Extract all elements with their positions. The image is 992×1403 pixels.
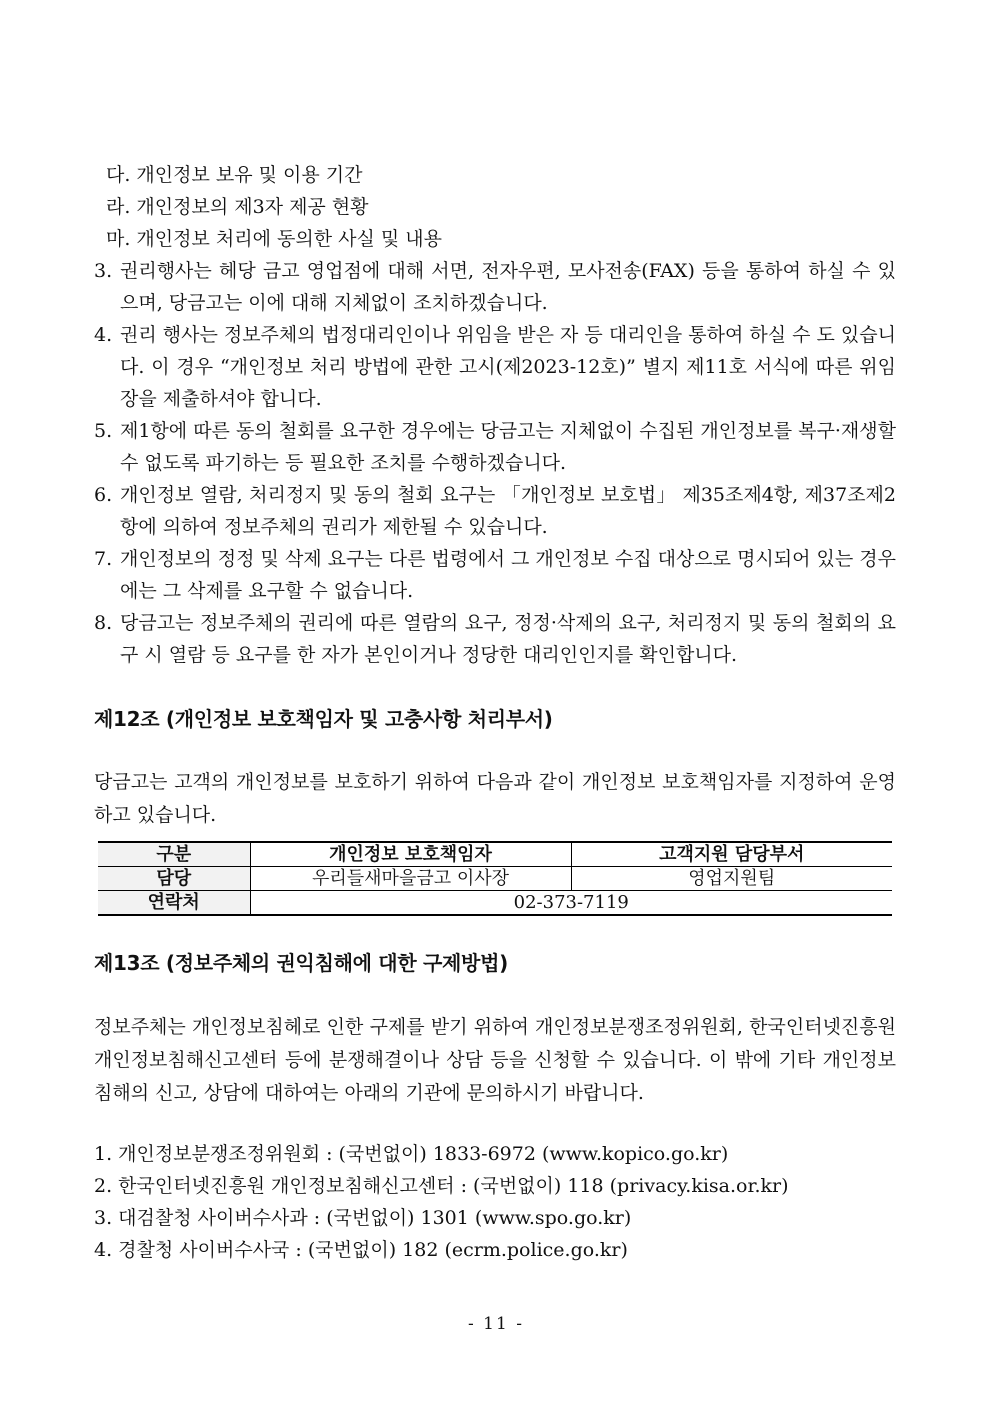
item-text: 개인정보의 정정 및 삭제 요구는 다른 법령에서 그 개인정보 수집 대상으로 명시되어 있는 경우에는 그 삭제를 요구할 수 없습니다.	[120, 548, 896, 602]
table-header-row	[98, 842, 892, 867]
phone-cell: 02-373-7119	[250, 891, 892, 916]
contact-item: 1. 개인정보분쟁조정위원회 : (국번없이) 1833-6972 (www.kopico.go.kr)	[94, 1143, 729, 1165]
item-text: 제1항에 따른 동의 철회를 요구한 경우에는 당금고는 지체없이 수집된 개인정보를 복구·재생할 수 없도록 파기하는 등 필요한 조치를 수행하겠습니다.	[120, 420, 896, 474]
contact-item: 4. 경찰청 사이버수사국 : (국번없이) 182 (ecrm.police.go.kr)	[94, 1239, 628, 1261]
section-13-heading: 제13조 (정보주체의 권익침해에 대한 구제방법)	[94, 951, 508, 975]
item-number: 4.	[94, 324, 113, 346]
item-number: 7.	[94, 548, 113, 570]
sub-item-ma: 마. 개인정보 처리에 동의한 사실 및 내용	[106, 228, 442, 250]
item-text: 권리 행사는 정보주체의 법정대리인이나 위임을 받은 자 등 대리인을 통하여 하실 수 도 있습니다. 이 경우 “개인정보 처리 방법에 관한 고시(제2023-12호)” 별지 제11호 서식에 따른 위임장을 제출하셔야 합니다.	[120, 324, 896, 410]
sub-item-da: 다. 개인정보 보유 및 이용 기간	[106, 164, 363, 186]
privacy-officer-table	[98, 841, 892, 916]
item-number: 3.	[94, 260, 113, 282]
contact-item: 3. 대검찰청 사이버수사과 : (국번없이) 1301 (www.spo.go.kr)	[94, 1207, 632, 1229]
row-label-in-charge: 담당	[98, 867, 250, 891]
item-text: 개인정보 열람, 처리정지 및 동의 철회 요구는 「개인정보 보호법」 제35조제4항, 제37조제2항에 의하여 정보주체의 권리가 제한될 수 있습니다.	[120, 484, 896, 538]
sub-item-ra: 라. 개인정보의 제3자 제공 현황	[106, 196, 369, 218]
table-header-cell: 개인정보 보호책임자	[250, 842, 571, 867]
item-text: 권리행사는 헤당 금고 영업점에 대해 서면, 전자우편, 모사전송(FAX) 등을 통하여 하실 수 있으며, 당금고는 이에 대해 지체없이 조치하겠습니다.	[120, 260, 896, 314]
department-cell: 영업지원팀	[571, 867, 892, 891]
contact-item: 2. 한국인터넷진흥원 개인정보침해신고센터 : (국번없이) 118 (privacy.kisa.or.kr)	[94, 1175, 789, 1197]
table-row	[98, 891, 892, 916]
section-13-body: 정보주체는 개인정보침헤로 인한 구제를 받기 위하여 개인정보분쟁조정위원회, 한국인터넷진흥원 개인정보침해신고센터 등에 분쟁해결이나 상담 등을 신청할 수 있습니다. 이 밖에 기타 개인정보침해의 신고, 상담에 대하여는 아래의 기관에 문의하시기 바랍니다.	[94, 1016, 896, 1104]
section-12-body: 당금고는 고객의 개인정보를 보호하기 위하여 다음과 같이 개인정보 보호책임자를 지정하여 운영하고 있습니다.	[94, 771, 896, 826]
item-text: 당금고는 정보주체의 권리에 따른 열람의 요구, 정정·삭제의 요구, 처리정지 및 동의 철회의 요구 시 열람 등 요구를 한 자가 본인이거나 정당한 대리인인지를 확인합니다.	[120, 612, 896, 666]
officer-cell: 우리들새마을금고 이사장	[250, 867, 571, 891]
item-number: 5.	[94, 420, 113, 442]
row-label-contact: 연락처	[98, 891, 250, 916]
table-header-cell: 구분	[98, 842, 250, 867]
table-header-cell: 고객지원 담당부서	[571, 842, 892, 867]
item-number: 8.	[94, 612, 113, 634]
table-row	[98, 867, 892, 891]
section-12-heading: 제12조 (개인정보 보호책임자 및 고충사항 처리부서)	[94, 707, 553, 731]
item-number: 6.	[94, 484, 113, 506]
page-number: - 11 -	[468, 1314, 524, 1334]
